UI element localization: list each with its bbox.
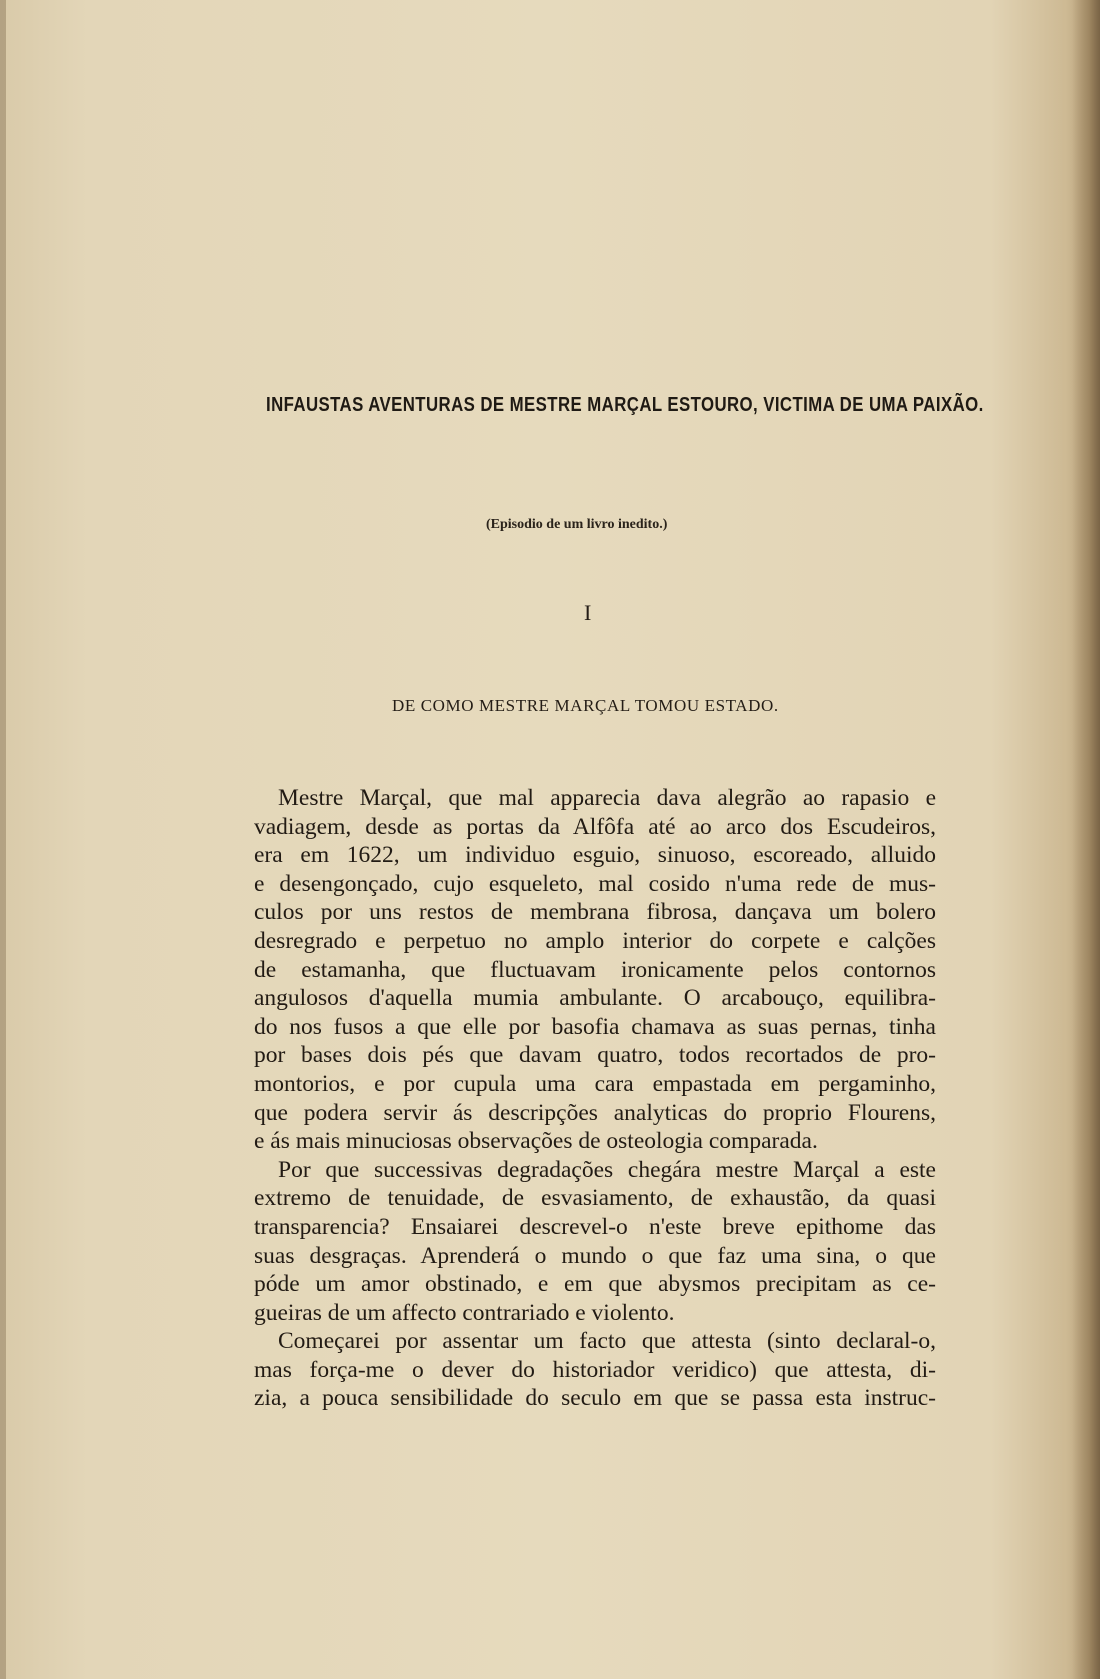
paragraph-1 — [254, 784, 936, 1156]
text-line: que podera servir ás descripções analyticas do proprio Flourens, — [254, 1099, 936, 1126]
story-title: INFAUSTAS AVENTURAS DE MESTRE MARÇAL ESTOURO, VICTIMA DE UMA PAIXÃO. — [266, 394, 984, 416]
text-line: vadiagem, desde as portas da Alfôfa até ao arco dos Escudeiros, — [254, 813, 936, 840]
text-line: transparencia? Ensaiarei descrevel-o n'este breve epithome das — [254, 1213, 936, 1240]
text-line: do nos fusos a que elle por basofia chamava as suas pernas, tinha — [254, 1013, 936, 1040]
text-line: Começarei por assentar um facto que attesta (sinto declaral-o, — [278, 1328, 936, 1355]
text-line: por bases dois pés que davam quatro, todos recortados de pro- — [254, 1042, 936, 1069]
text-line: zia, a pouca sensibilidade do seculo em que se passa esta instruc- — [254, 1385, 936, 1412]
paragraph-3 — [254, 1327, 936, 1413]
text-line: Mestre Marçal, que mal apparecia dava alegrão ao rapasio e — [278, 785, 936, 811]
text-line: montorios, e por cupula uma cara empastada em pergaminho, — [254, 1070, 936, 1097]
body-text — [254, 784, 936, 1413]
story-subtitle: (Episodio de um livro inedito.) — [486, 517, 668, 532]
text-line: extremo de tenuidade, de esvasiamento, de exhaustão, da quasi — [254, 1185, 936, 1212]
text-line: suas desgraças. Aprenderá o mundo o que faz uma sina, o que — [254, 1242, 936, 1269]
text-line: era em 1622, um individuo esguio, sinuoso, escoreado, alluido — [254, 842, 936, 869]
text-line: culos por uns restos de membrana fibrosa, dançava um bolero — [254, 899, 936, 926]
text-line: desregrado e perpetuo no amplo interior do corpete e calções — [254, 927, 936, 954]
text-line: mas força-me o dever do historiador veridico) que attesta, di- — [254, 1356, 936, 1383]
text-line: angulosos d'aquella mumia ambulante. O arcabouço, equilibra- — [254, 985, 936, 1012]
chapter-number: I — [584, 600, 592, 625]
page-left-edge — [0, 0, 6, 1679]
text-line: Por que successivas degradações chegára mestre Marçal a este — [278, 1156, 936, 1183]
text-line: gueiras de um affecto contrariado e violento. — [254, 1299, 675, 1326]
text-line: de estamanha, que fluctuavam ironicamente pelos contornos — [254, 956, 936, 983]
text-line: e ás mais minuciosas observações de osteologia comparada. — [254, 1128, 818, 1155]
paragraph-2 — [254, 1156, 936, 1328]
page-right-edge-shadow — [1072, 0, 1100, 1679]
text-line: e desengonçado, cujo esqueleto, mal cosido n'uma rede de mus- — [254, 870, 936, 897]
text-line: póde um amor obstinado, e em que abysmos precipitam as ce- — [254, 1271, 936, 1298]
chapter-title: DE COMO MESTRE MARÇAL TOMOU ESTADO. — [392, 696, 779, 715]
